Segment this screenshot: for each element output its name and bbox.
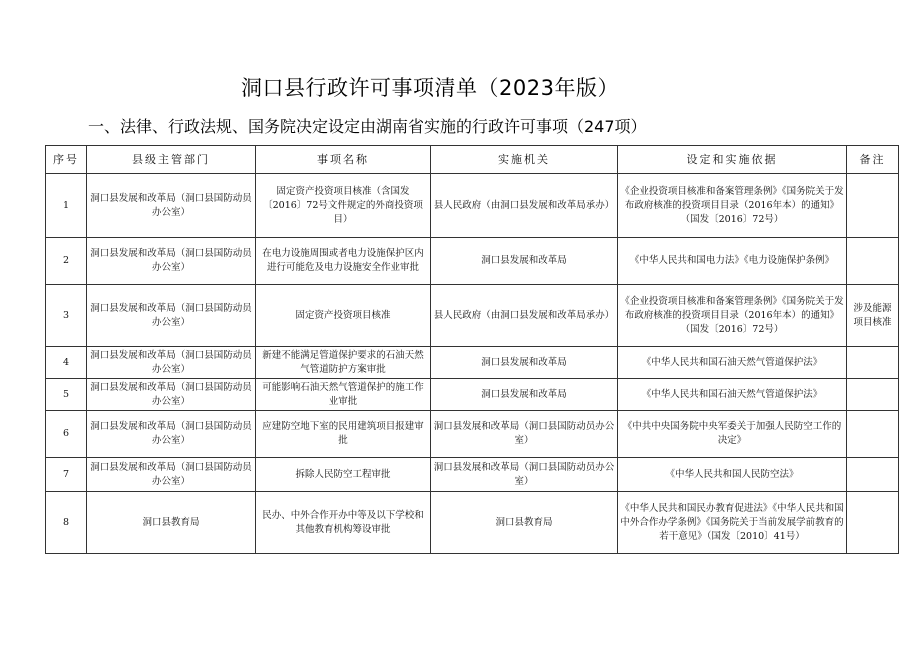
cell-item-name: 拆除人民防空工程审批	[256, 458, 431, 492]
cell-note	[847, 411, 899, 458]
table-row	[46, 174, 899, 238]
cell-note: 涉及能源项目核准	[847, 285, 899, 347]
cell-basis: 《企业投资项目核准和备案管理条例》《国务院关于发布政府核准的投资项目目录（2016年本）的通知》（国发〔2016〕72号）	[618, 174, 847, 238]
permit-table	[45, 145, 899, 554]
cell-department: 洞口县教育局	[87, 492, 256, 554]
cell-seq: 4	[46, 347, 87, 379]
cell-note	[847, 174, 899, 238]
cell-item-name: 可能影响石油天然气管道保护的施工作业审批	[256, 379, 431, 411]
cell-item-name: 新建不能满足管道保护要求的石油天然气管道防护方案审批	[256, 347, 431, 379]
cell-item-name: 应建防空地下室的民用建筑项目报建审批	[256, 411, 431, 458]
cell-department: 洞口县发展和改革局（洞口县国防动员办公室）	[87, 379, 256, 411]
cell-basis: 《中华人民共和国民办教育促进法》《中华人民共和国中外合作办学条例》《国务院关于当前发展学前教育的若干意见》（国发〔2010〕41号）	[618, 492, 847, 554]
cell-item-name: 固定资产投资项目核准	[256, 285, 431, 347]
cell-note	[847, 347, 899, 379]
table-row	[46, 411, 899, 458]
cell-seq: 7	[46, 458, 87, 492]
table-row	[46, 458, 899, 492]
cell-authority: 洞口县教育局	[431, 492, 618, 554]
cell-seq: 6	[46, 411, 87, 458]
cell-department: 洞口县发展和改革局（洞口县国防动员办公室）	[87, 174, 256, 238]
cell-note	[847, 238, 899, 285]
header-authority: 实施机关	[431, 146, 618, 174]
cell-basis: 《中华人民共和国石油天然气管道保护法》	[618, 347, 847, 379]
header-basis: 设定和实施依据	[618, 146, 847, 174]
cell-basis: 《中华人民共和国人民防空法》	[618, 458, 847, 492]
cell-authority: 洞口县发展和改革局	[431, 238, 618, 285]
cell-department: 洞口县发展和改革局（洞口县国防动员办公室）	[87, 411, 256, 458]
cell-basis: 《企业投资项目核准和备案管理条例》《国务院关于发布政府核准的投资项目目录（2016年本）的通知》（国发〔2016〕72号）	[618, 285, 847, 347]
cell-basis: 《中华人民共和国电力法》《电力设施保护条例》	[618, 238, 847, 285]
cell-seq: 3	[46, 285, 87, 347]
cell-department: 洞口县发展和改革局（洞口县国防动员办公室）	[87, 347, 256, 379]
cell-department: 洞口县发展和改革局（洞口县国防动员办公室）	[87, 285, 256, 347]
cell-note	[847, 492, 899, 554]
table-row	[46, 492, 899, 554]
document-title: 洞口县行政许可事项清单（2023年版）	[241, 76, 619, 100]
table-row	[46, 379, 899, 411]
section-heading: 一、法律、行政法规、国务院决定设定由湖南省实施的行政许可事项（247项）	[88, 117, 647, 136]
table-row	[46, 347, 899, 379]
header-note: 备注	[847, 146, 899, 174]
cell-item-name: 民办、中外合作开办中等及以下学校和其他教育机构筹设审批	[256, 492, 431, 554]
table-row	[46, 285, 899, 347]
cell-authority: 洞口县发展和改革局（洞口县国防动员办公室）	[431, 411, 618, 458]
cell-note	[847, 458, 899, 492]
cell-seq: 2	[46, 238, 87, 285]
cell-seq: 8	[46, 492, 87, 554]
cell-authority: 县人民政府（由洞口县发展和改革局承办）	[431, 174, 618, 238]
header-seq: 序号	[46, 146, 87, 174]
cell-authority: 洞口县发展和改革局（洞口县国防动员办公室）	[431, 458, 618, 492]
cell-department: 洞口县发展和改革局（洞口县国防动员办公室）	[87, 458, 256, 492]
cell-item-name: 固定资产投资项目核准（含国发〔2016〕72号文件规定的外商投资项目）	[256, 174, 431, 238]
header-department: 县级主管部门	[87, 146, 256, 174]
cell-note	[847, 379, 899, 411]
cell-basis: 《中共中央国务院中央军委关于加强人民防空工作的决定》	[618, 411, 847, 458]
cell-basis: 《中华人民共和国石油天然气管道保护法》	[618, 379, 847, 411]
table-header-row	[46, 146, 899, 174]
header-item-name: 事项名称	[256, 146, 431, 174]
cell-seq: 5	[46, 379, 87, 411]
cell-authority: 洞口县发展和改革局	[431, 347, 618, 379]
table-row	[46, 238, 899, 285]
cell-authority: 县人民政府（由洞口县发展和改革局承办）	[431, 285, 618, 347]
cell-seq: 1	[46, 174, 87, 238]
cell-authority: 洞口县发展和改革局	[431, 379, 618, 411]
cell-item-name: 在电力设施周围或者电力设施保护区内进行可能危及电力设施安全作业审批	[256, 238, 431, 285]
cell-department: 洞口县发展和改革局（洞口县国防动员办公室）	[87, 238, 256, 285]
